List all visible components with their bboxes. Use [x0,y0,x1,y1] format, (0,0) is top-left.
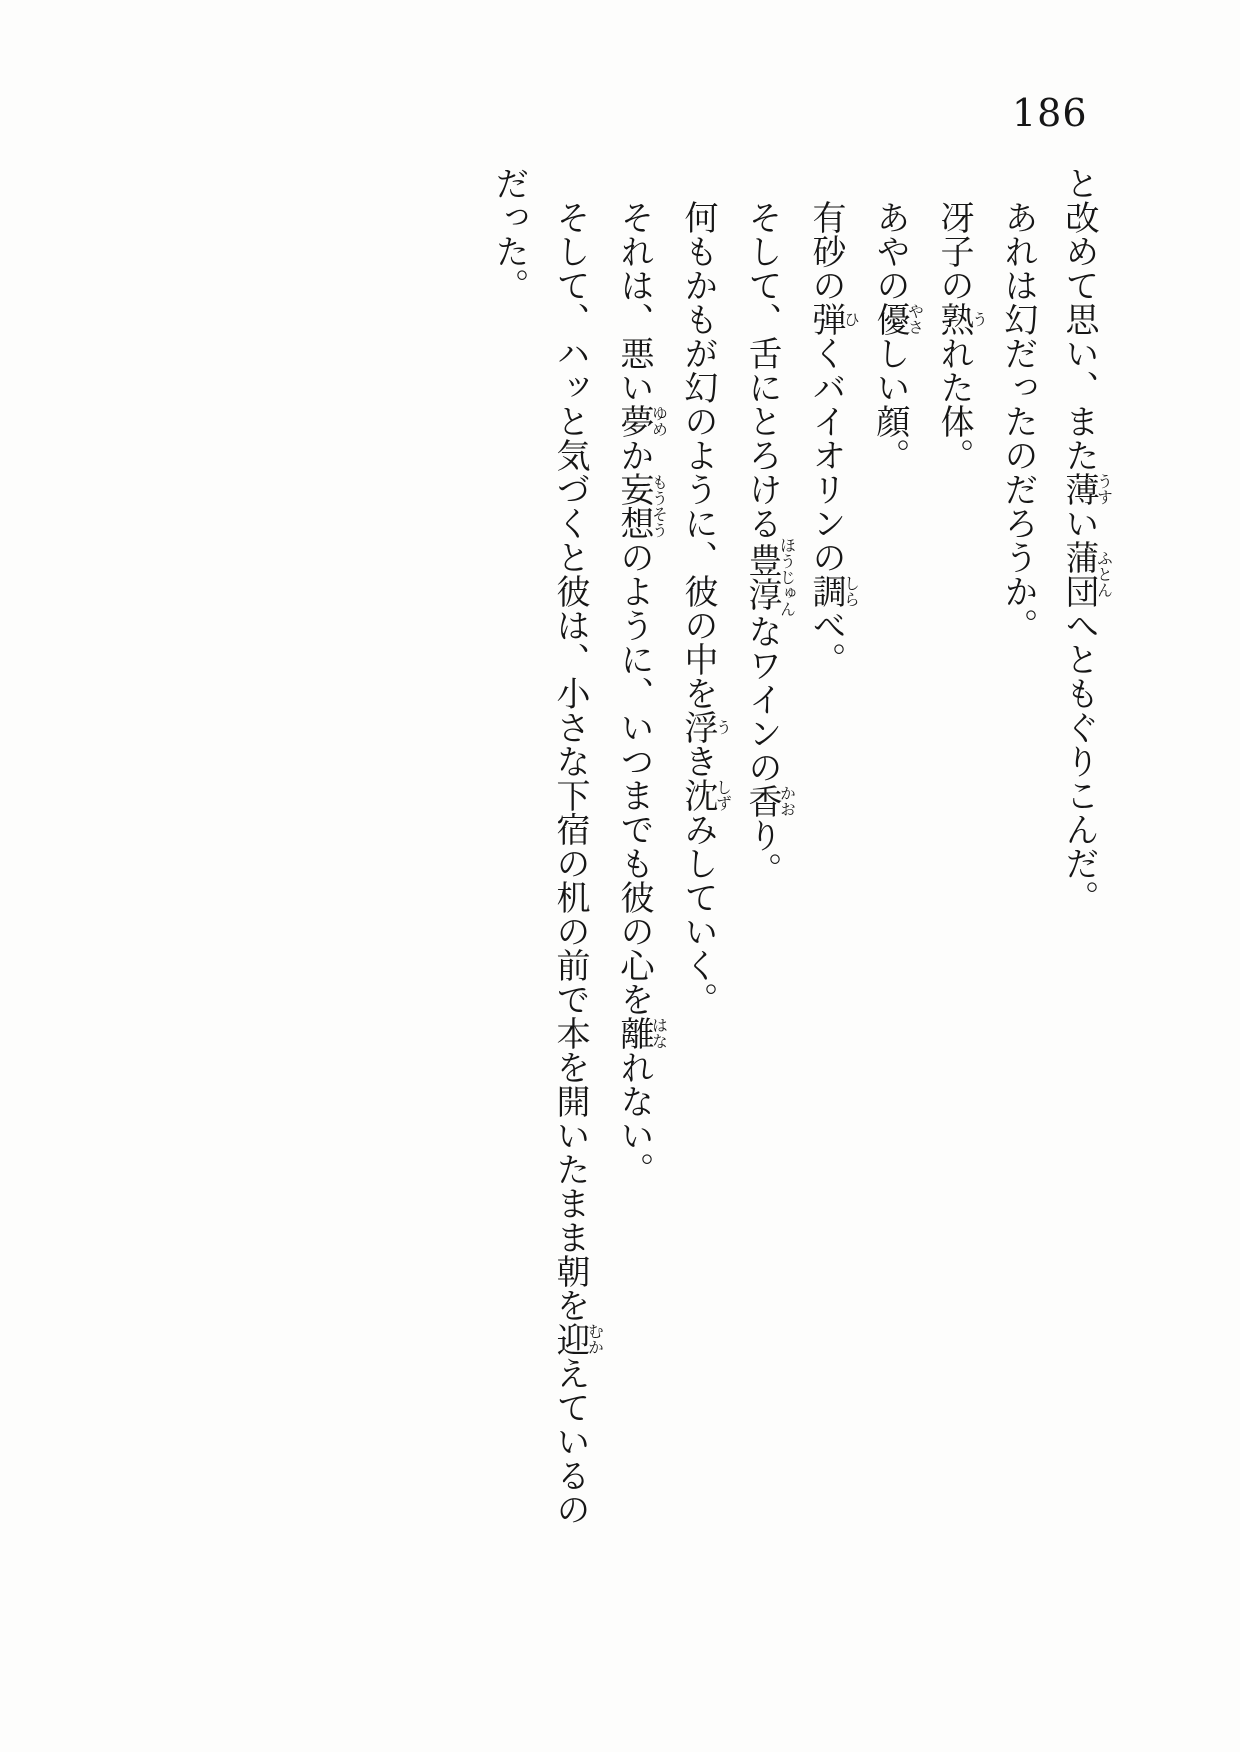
text-line-3: 冴子の熟うれた体。 [934,200,989,472]
text-line-5: 有砂の弾ひくバイオリンの調しらべ。 [806,200,861,676]
text-line-10: だった。 [489,166,529,302]
text-line-8: それは、悪い夢ゆめか妄想もうそうのように、いつまでも彼の心を離はなれない。 [614,200,669,1186]
text-line-1: と改めて思い、また薄うすい蒲団ふとんへともぐりこんだ。 [1059,166,1114,914]
text-line-4: あやの優やさしい顔。 [870,200,925,472]
text-line-9: そして、ハッと気づくと彼は、小さな下宿の机の前で本を開いたまま朝を迎むかえているの [550,200,605,1526]
text-line-7: 何もかもが幻のように、彼の中を浮うき沈しずみしていく。 [678,200,733,1016]
text-line-2: あれは幻だったのだろうか。 [998,200,1038,642]
page-number: 186 [1012,91,1088,135]
vertical-text-block [478,166,1112,1538]
text-line-6: そして、舌にとろける豊淳ほうじゅんなワインの香かおり。 [742,200,797,886]
